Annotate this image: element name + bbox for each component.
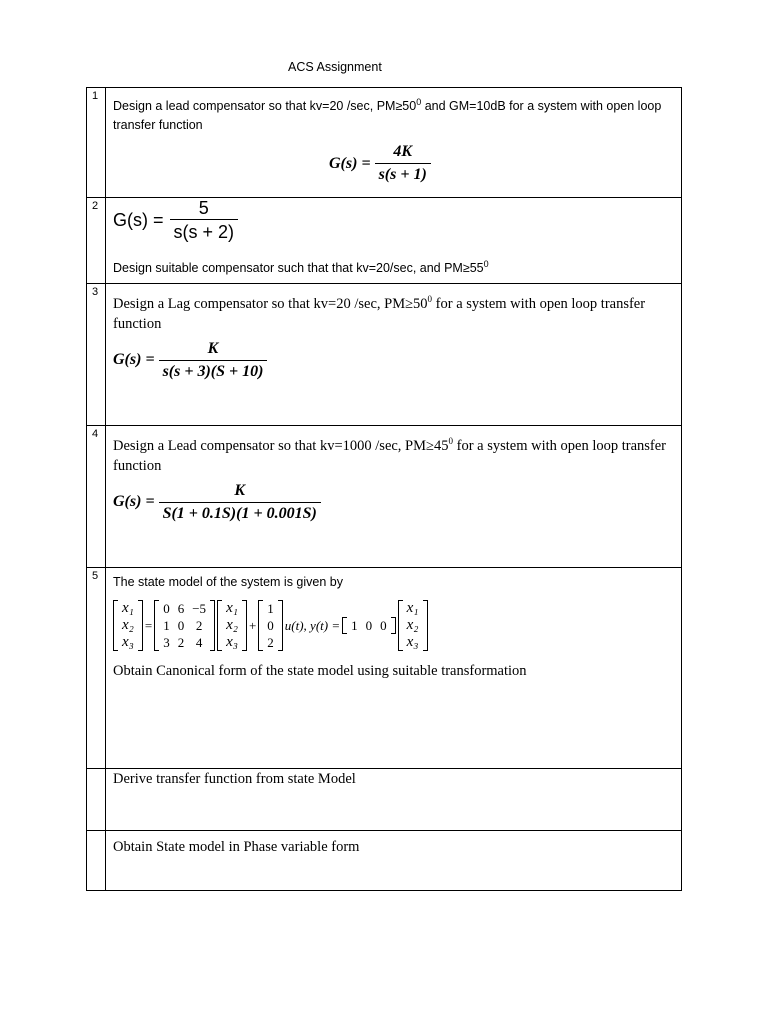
question-body [106, 568, 682, 769]
state-vector: x₁ x₂ x₃ [217, 600, 247, 651]
numerator: 5 [198, 198, 209, 218]
question-text: Derive transfer function from state Model [113, 771, 356, 787]
transfer-function: G(s) = $\frac{K}{s(s + 3)(S + 10)}$ [113, 340, 675, 381]
question-number: 4 [87, 426, 106, 568]
output-equation-text: u(t), y(t) = [284, 617, 341, 633]
matrix-c: 1 0 0 [342, 617, 396, 634]
question-text: Obtain State model in Phase variable form [113, 839, 360, 855]
question-text: Design a Lead compensator so that kv=1000 /sec, $PM\ge 45^0$ for a system with open loop transfer function [113, 436, 667, 474]
denominator: s(s + 2) [170, 219, 239, 243]
page-title: ACS Assignment [288, 60, 382, 74]
state-equation: x₁ x₂ x₃ = 0 6 −5 1 0 2 3 2 4 x₁ x₂ x₃ + 1 0 2 u(t), y(t) = 1 0 0 x₁ x₂ x₃ [113, 600, 675, 651]
question-body [106, 88, 682, 198]
question-row-7 [87, 831, 682, 891]
numerator: 4K [393, 143, 413, 161]
question-number: 3 [87, 284, 106, 426]
question-row-1 [87, 88, 682, 198]
assignment-table [86, 87, 682, 891]
question-body [106, 284, 682, 426]
question-text: Design suitable compensator such that that kv=20/sec, and $PM\ge 55^0$ [113, 259, 489, 276]
question-body [106, 831, 682, 891]
denominator: s(s + 1) [375, 163, 431, 184]
question-row-5 [87, 568, 682, 769]
denominator: S(1 + 0.1S)(1 + 0.001S) [159, 502, 321, 523]
xdot-vector: x₁ x₂ x₃ [113, 600, 143, 651]
question-text: The state model of the system is given by [113, 575, 343, 589]
question-number: 5 [87, 568, 106, 769]
question-number: 1 [87, 88, 106, 198]
question-text: Design a lead compensator so that kv=20 /sec, $PM\ge 50^0$ and GM=10dB for a system with open loop transfer function [113, 97, 662, 133]
denominator: s(s + 3)(S + 10) [159, 360, 268, 381]
question-number [87, 831, 106, 891]
transfer-function: G(s) = $\frac{K}{S(1 + 0.1S)(1 + 0.001S)}$ [113, 482, 675, 523]
question-number [87, 769, 106, 831]
state-vector: x₁ x₂ x₃ [398, 600, 428, 651]
transfer-function: G(s) = $\frac{4K}{s(s + 1)}$ [329, 143, 675, 184]
question-body [106, 769, 682, 831]
transfer-function: G(s) = $\frac{5}{s(s + 2)}$ [113, 198, 675, 243]
numerator: K [207, 339, 219, 357]
question-row-3 [87, 284, 682, 426]
question-row-2 [87, 198, 682, 284]
question-body [106, 198, 682, 284]
question-number: 2 [87, 198, 106, 284]
question-body [106, 426, 682, 568]
matrix-b: 1 0 2 [258, 600, 283, 651]
question-row-6 [87, 769, 682, 831]
question-row-4 [87, 426, 682, 568]
numerator: K [234, 481, 246, 499]
question-task: Obtain Canonical form of the state model using suitable transformation [113, 663, 527, 679]
matrix-a: 0 6 −5 1 0 2 3 2 4 [154, 600, 215, 651]
question-text: Design a Lag compensator so that kv=20 /sec, $PM\ge 50^0$ for a system with open loop transfer function [113, 294, 646, 332]
